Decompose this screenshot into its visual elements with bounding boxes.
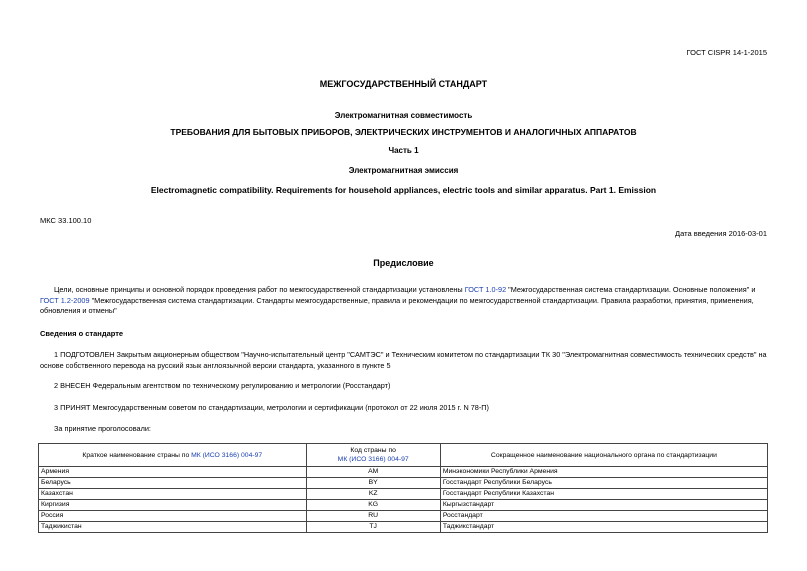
table-row [39,511,768,522]
code-cell: TJ [306,522,440,533]
header-country-name [39,444,307,467]
voting-countries-table [38,443,768,533]
preface-heading: Предисловие [373,258,434,268]
code-cell: RU [306,511,440,522]
body-cell: Госстандарт Республики Беларусь [440,478,767,489]
country-cell: Беларусь [39,478,307,489]
table-header-row [39,444,768,467]
body-cell: Госстандарт Республики Казахстан [440,489,767,500]
paragraph-text: "Межгосударственная система стандартизации. Стандарты межгосударственные, правила и рекомендации по межгосударственной стандартизации. Правила разработки, принятия, применения, обновления и отмены" [40,295,754,315]
code-cell: KZ [306,489,440,500]
table-row [39,489,768,500]
code-cell: KG [306,500,440,511]
country-cell: Казахстан [39,489,307,500]
main-title: ТРЕБОВАНИЯ ДЛЯ БЫТОВЫХ ПРИБОРОВ, ЭЛЕКТРИЧЕСКИХ ИНСТРУМЕНТОВ И АНАЛОГИЧНЫХ АППАРАТОВ [170,127,637,137]
table-row [39,522,768,533]
item-introduced: 2 ВНЕСЕН Федеральным агентством по техническому регулированию и метрологии (Росстандарт) [54,381,391,390]
voted-label: За принятие проголосовали: [54,424,151,433]
item-adopted: 3 ПРИНЯТ Межгосударственным советом по стандартизации, метрологии и сертификации (протокол от 22 июля 2015 г. N 78-П) [54,403,489,412]
header-country-code [306,444,440,467]
gost-1-0-92-link[interactable]: ГОСТ 1.0-92 [464,285,507,294]
country-cell: Таджикистан [39,522,307,533]
table-row [39,478,768,489]
country-cell: Россия [39,511,307,522]
paragraph-text: "Межгосударственная система стандартизации. Основные положения" и [506,285,756,294]
table-row [39,467,768,478]
part-heading: Часть 1 [388,146,419,155]
preface-paragraph-1 [40,285,768,317]
part-title: Электромагнитная эмиссия [348,166,459,175]
mk-iso-link[interactable]: МК (ИСО 3166) 004-97 [337,456,409,463]
gost-1-2-2009-link[interactable]: ГОСТ 1.2-2009 [40,295,90,305]
body-cell: Таджикстандарт [440,522,767,533]
code-cell: AM [306,467,440,478]
body-cell: Росстандарт [440,511,767,522]
standard-heading: МЕЖГОСУДАРСТВЕННЫЙ СТАНДАРТ [319,79,488,89]
paragraph-text: Цели, основные принципы и основной порядок проведения работ по межгосударственной стандартизации установлены [54,285,465,294]
header-text: Краткое наименование страны по [82,451,192,459]
effective-date: Дата введения 2016-03-01 [675,229,767,238]
header-national-body: Сокращенное наименование национального органа по стандартизации [440,444,767,467]
mk-iso-link[interactable]: МК (ИСО 3166) 004-97 [191,451,263,459]
code-cell: BY [306,478,440,489]
subject-heading: Электромагнитная совместимость [334,111,473,120]
document-code: ГОСТ CISPR 14-1-2015 [686,48,767,57]
english-title: Electromagnetic compatibility. Requirements for household appliances, electric tools and similar apparatus. Part 1. Emission [150,185,657,195]
country-cell: Киргизия [39,500,307,511]
mks-code: МКС 33.100.10 [40,216,92,225]
standard-info-heading: Сведения о стандарте [40,329,124,338]
table-row [39,500,768,511]
body-cell: Кыргызстандарт [440,500,767,511]
body-cell: Минэкономики Республики Армения [440,467,767,478]
country-cell: Армения [39,467,307,478]
item-prepared: 1 ПОДГОТОВЛЕН Закрытым акционерным обществом "Научно-испытательный центр "САМТЭС" и Техническим комитетом по стандартизации ТК 30 "Электромагнитная совместимость технических средств" на основе собственного перевода на русский язык англоязычной версии стандарта, указанного в пункте 5 [40,350,767,370]
header-text: Код страны по [350,447,396,454]
